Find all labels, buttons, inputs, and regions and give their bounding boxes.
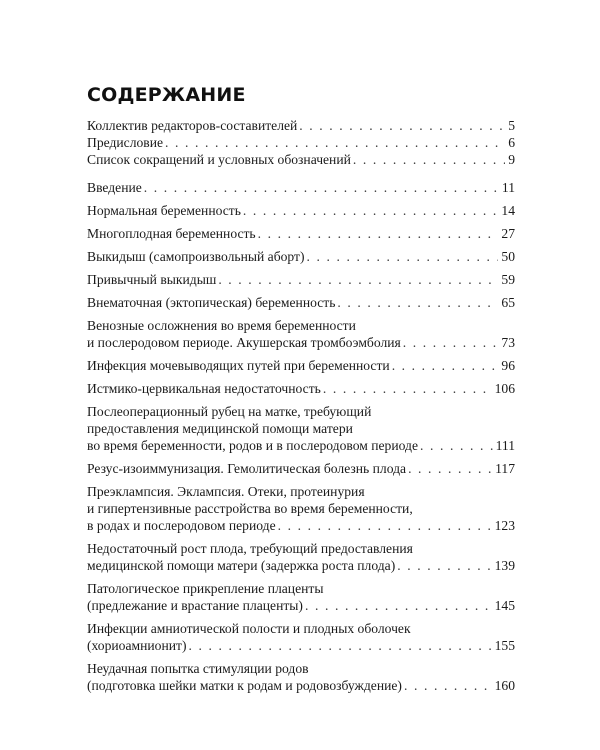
toc-entry-title: (предлежание и врастание плаценты) [87, 598, 303, 613]
toc-entry-title-line: Венозные осложнения во время беременности [87, 318, 356, 333]
toc-entry-title: Выкидыш (самопроизвольный аборт) [87, 249, 305, 264]
toc-entry-page-number: 50 [501, 249, 515, 264]
toc-entry-line [87, 677, 515, 694]
toc-entry-title: во время беременности, родов и в послеродовом периоде [87, 438, 418, 453]
toc-entry [87, 179, 515, 196]
toc-entry [87, 460, 515, 477]
dot-leader [243, 202, 499, 219]
toc-entry-title-line: Неудачная попытка стимуляции родов [87, 661, 309, 676]
toc-entry-line [87, 248, 515, 265]
toc-entry-title: Коллектив редакторов-составителей [87, 118, 298, 133]
toc-entry [87, 357, 515, 374]
dot-leader [337, 294, 498, 311]
toc-entry-line [87, 334, 515, 351]
toc-entry-title-line: Послеоперационный рубец на матке, требующий [87, 404, 372, 419]
toc-entry-line [87, 225, 515, 242]
toc-entry-title: Предисловие [87, 135, 164, 150]
toc-entry-line [87, 179, 515, 196]
toc-entry [87, 317, 515, 351]
toc-entry-page-number: 96 [501, 358, 515, 373]
toc-entry-page-number: 59 [501, 272, 515, 287]
dot-leader [353, 151, 505, 168]
dot-leader [165, 134, 505, 151]
toc-entry-title: Инфекция мочевыводящих путей при беременности [87, 358, 390, 373]
dot-leader [218, 271, 498, 288]
toc-entry-title-line: Недостаточный рост плода, требующий предоставления [87, 541, 413, 556]
toc-entry-page-number: 14 [501, 203, 515, 218]
toc-entry-page-number: 6 [508, 135, 515, 150]
toc-entry-line [87, 202, 515, 219]
toc-entry-title: (подготовка шейки матки к родам и родовозбуждение) [87, 678, 402, 693]
toc-entry-title: Резус-изоиммунизация. Гемолитическая болезнь плода [87, 461, 407, 476]
dot-leader [392, 357, 499, 374]
toc-entry-title: Привычный выкидыш [87, 272, 217, 287]
toc-entry-title-line: Инфекции амниотической полости и плодных оболочек [87, 621, 411, 636]
toc-entry-page-number: 123 [494, 518, 515, 533]
toc-entry-title-line: Патологическое прикрепление плаценты [87, 581, 324, 596]
dot-leader [188, 637, 491, 654]
toc-entry [87, 403, 515, 454]
toc-entry-title-line: и гипертензивные расстройства во время беременности, [87, 501, 413, 516]
toc-entry-title: (хориоамнионит) [87, 638, 187, 653]
toc-entry [87, 271, 515, 288]
dot-leader [258, 225, 499, 242]
toc-entry-line [87, 380, 515, 397]
toc-entry-page-number: 111 [495, 438, 515, 453]
toc-entry-title-line: Преэклампсия. Эклампсия. Отеки, протеинурия [87, 484, 365, 499]
dot-leader [299, 117, 505, 134]
toc-entry-line [87, 357, 515, 374]
toc-entry-title-line: предоставления медицинской помощи матери [87, 421, 353, 436]
toc-entry [87, 620, 515, 654]
toc-entry-title: Нормальная беременность [87, 203, 241, 218]
toc-entry-line [87, 557, 515, 574]
toc-entry-title: Введение [87, 180, 142, 195]
toc-entry-title: Многоплодная беременность [87, 226, 256, 241]
toc-entry-title: Внематочная (эктопическая) беременность [87, 295, 336, 310]
page-title: СОДЕРЖАНИЕ [87, 84, 246, 106]
dot-leader [397, 557, 491, 574]
toc-entry [87, 660, 515, 694]
toc-entry-page-number: 73 [501, 335, 515, 350]
toc-entry [87, 202, 515, 219]
dot-leader [404, 677, 492, 694]
toc-entry-page-number: 27 [501, 226, 515, 241]
dot-leader [408, 460, 492, 477]
toc-entry-title: медицинской помощи матери (задержка роста плода) [87, 558, 396, 573]
toc-entry-page-number: 106 [494, 381, 515, 396]
toc-entry-page-number: 11 [501, 180, 515, 195]
toc-entry [87, 134, 515, 151]
toc-entry-page-number: 5 [508, 118, 515, 133]
toc-entry-title: Список сокращений и условных обозначений [87, 152, 351, 167]
toc-entry-page-number: 155 [494, 638, 515, 653]
dot-leader [144, 179, 499, 196]
toc-entry-line [87, 151, 515, 168]
toc-entry-page-number: 145 [494, 598, 515, 613]
toc-entry-page-number: 139 [494, 558, 515, 573]
toc-entry [87, 483, 515, 534]
toc-entry-line [87, 437, 515, 454]
toc-entry-page-number: 65 [501, 295, 515, 310]
table-of-contents [87, 117, 515, 694]
toc-entry-line [87, 117, 515, 134]
toc-entry-title: Истмико-цервикальная недостаточность [87, 381, 321, 396]
dot-leader [305, 597, 492, 614]
toc-entry [87, 248, 515, 265]
toc-entry [87, 117, 515, 134]
toc-entry-title: и послеродовом периоде. Акушерская тромбоэмболия [87, 335, 401, 350]
toc-entry-title: в родах и послеродовом периоде [87, 518, 276, 533]
toc-entry-line [87, 294, 515, 311]
dot-leader [278, 517, 492, 534]
dot-leader [307, 248, 499, 265]
toc-entry-line [87, 460, 515, 477]
toc-entry-line [87, 271, 515, 288]
toc-entry [87, 580, 515, 614]
toc-entry-line [87, 637, 515, 654]
toc-entry [87, 380, 515, 397]
toc-entry [87, 294, 515, 311]
toc-entry [87, 540, 515, 574]
dot-leader [420, 437, 493, 454]
toc-entry-line [87, 597, 515, 614]
toc-entry-line [87, 134, 515, 151]
toc-entry-page-number: 160 [494, 678, 515, 693]
toc-entry-page-number: 117 [495, 461, 515, 476]
toc-entry [87, 225, 515, 242]
toc-entry [87, 151, 515, 168]
toc-entry-page-number: 9 [508, 152, 515, 167]
dot-leader [403, 334, 499, 351]
dot-leader [323, 380, 492, 397]
toc-entry-line [87, 517, 515, 534]
